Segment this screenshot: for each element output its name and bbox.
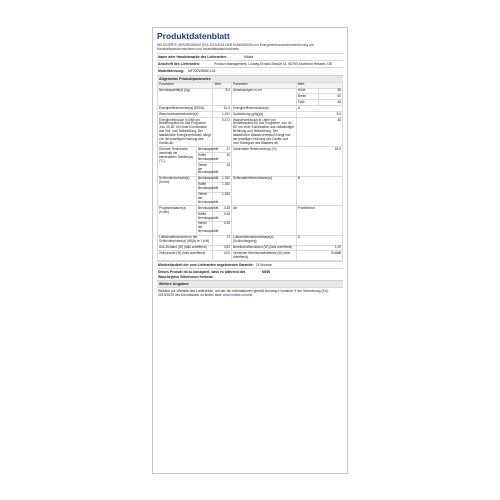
cell-value: Frontlebend xyxy=(296,206,342,235)
cell-value: 1 350 xyxy=(213,192,232,206)
cell-value: B xyxy=(296,176,342,205)
cell-dimensions-label: Abmessungen in cm xyxy=(231,88,296,106)
model-value: MF200W80B/-144 xyxy=(188,69,216,74)
cell-sub-label: Hälfte Nennkapazität xyxy=(197,211,219,220)
cell-value: 5,0 xyxy=(296,112,342,118)
cell-value: 1 350 xyxy=(213,182,232,192)
cell-sub-label: Nennkapazität xyxy=(197,205,219,210)
page-title: Produktdatenblatt xyxy=(157,31,230,41)
cell-label: Vernetzter Bereitschaftsbetrieb (W) (falls zutreffend) xyxy=(231,251,296,261)
cell-label: Zeitvorwahl (W) (falls zutreffend) xyxy=(158,251,213,261)
cell-value: 2:48 xyxy=(213,212,232,222)
table-row xyxy=(158,206,343,212)
cell-value: 1 350 xyxy=(213,176,232,182)
more-info-text xyxy=(157,287,343,298)
cell-value: 48 xyxy=(296,118,342,147)
supplier-address-row xyxy=(157,60,343,67)
cell-value: Entfällt xyxy=(296,251,342,261)
cell-capacity-value: 8,0 xyxy=(213,88,232,106)
cell-value: 72 xyxy=(213,235,232,245)
cell-dim-label: Tiefe xyxy=(296,100,318,106)
cell-dim-value: 85 xyxy=(318,88,342,94)
cell-value: A xyxy=(296,106,342,112)
cell-value: A xyxy=(296,235,342,245)
cell-label: Programmdauer(a) (h:min) xyxy=(158,206,197,235)
cell-capacity-label: Nennkapazität(a) (kg) xyxy=(158,88,213,106)
cell-dim-value: 60 xyxy=(318,94,342,100)
guarantee-row xyxy=(157,261,343,268)
silver-ions-label: Dieses Produkt ist so konzipiert, dass es während des Waschzyklus Silberionen freisetzt: xyxy=(158,270,246,279)
cell-sub-label: Nennkapazität xyxy=(197,176,219,181)
cell-dim-label: Höhe xyxy=(296,88,318,94)
general-params-heading: Allgemeine Produktparameter: xyxy=(157,75,343,82)
table-row xyxy=(158,176,343,182)
model-label: Modellkennung: xyxy=(158,69,184,74)
cell-label: Schleuderdrehzahl(a) (U/min) xyxy=(158,176,197,205)
cell-value: 4,00 xyxy=(213,251,232,261)
cell-sub-label: Viertel der Nennkapazität xyxy=(197,162,219,175)
cell-label: Luftschallemissionsklasse(a) (Schleudergang) xyxy=(231,235,296,245)
cell-sub-label: Hälfte Nennkapazität xyxy=(197,182,219,191)
cell-label: Höchste Temperatur innerhalb der behandelten Textilien(a) (°C) xyxy=(158,147,197,176)
cell-label: Spülwirkung (g/kg)(a) xyxy=(231,112,296,118)
cell-sub-label: Viertel der Nennkapazität xyxy=(197,192,219,204)
model-row xyxy=(157,67,343,74)
supplier-website-link[interactable]: www.midea.com/de xyxy=(223,293,253,298)
supplier-name-value: Midea xyxy=(244,55,254,59)
cell-label: Energieeffizienzklasse(a) xyxy=(231,106,296,112)
cell-value: 0,50 xyxy=(213,245,232,251)
guarantee-label: Mindestlaufzeit der vom Lieferanten angebotenen Garantie: xyxy=(158,263,254,268)
supplier-name-row xyxy=(157,53,343,60)
cell-value: 25 xyxy=(213,163,232,177)
product-datasheet xyxy=(152,27,348,474)
table-row xyxy=(158,147,343,153)
more-info-heading: Weitere Angaben: xyxy=(157,280,343,287)
cell-label: Bereitschaftszustand (W) (falls zutreffend) xyxy=(231,245,296,251)
header-parameter: Parameter xyxy=(158,82,213,88)
silver-ions-row xyxy=(157,268,343,279)
cell-dim-label: Breite xyxy=(296,94,318,100)
cell-value: 3:38 xyxy=(213,206,232,212)
cell-value: 53,9 xyxy=(296,147,342,176)
cell-label: Energieeffizienzindex(a) (EEIW) xyxy=(158,106,213,112)
cell-sub-label: Viertel der Nennkapazität xyxy=(197,221,219,234)
cell-value: 2:48 xyxy=(213,221,232,235)
cell-value: 51,9 xyxy=(213,106,232,112)
cell-label: Art xyxy=(231,206,296,235)
cell-value: 30 xyxy=(213,153,232,163)
supplier-name-label: Name oder Handelsmarke des Lieferanten: xyxy=(158,55,227,59)
silver-ions-value: NEIN xyxy=(262,270,271,275)
cell-label: Wasserverbrauch in Litern pro Betriebszyklus für das Programm „eco 40-60“ bei einer Kombination aus vollständiger Befüllung und Teilbefüllung. Der tatsächliche Wasserverbrauch hängt von der jeweiligen Nutzung des Geräts und vom Härtegrad des Wassers ab. xyxy=(231,118,296,147)
table-row xyxy=(158,251,343,261)
regulation-text: DELEGIERTE VERORDNUNG (EU) 2019/2014 DER KOMMISSION zur Energieverbrauchskennzeichnung von Haushaltswaschmaschinen und Haushaltswaschtrocknern xyxy=(157,43,315,51)
header-parameter-2: Parameter xyxy=(231,82,296,88)
parameters-table xyxy=(157,82,343,262)
header-value-2: Wert xyxy=(296,82,342,88)
table-row xyxy=(158,235,343,245)
cell-label: Schleudereffizienzklasse(a) xyxy=(231,176,296,205)
supplier-address-label: Anschrift des Lieferanten: xyxy=(158,62,201,67)
cell-value: 1,031 xyxy=(213,112,232,118)
cell-label: Luftschallemissionen in der Schleuderphase(a) (dB(A) re 1 pW) xyxy=(158,235,213,245)
supplier-address-value: Product Management, Ludwig-Erhard-Straße 14, 65760 Eschborn Hessen, DE xyxy=(214,62,332,67)
guarantee-value: 24 Monate xyxy=(255,263,272,268)
table-row xyxy=(158,118,343,147)
cell-value: 0,472 xyxy=(213,118,232,147)
cell-dim-value: 48 xyxy=(318,100,342,106)
cell-label: Energieverbrauch in kWh pro Betriebszyklus für das Programm „eco 40-60“ bei einer Kombination aus Voll- und Teilbefüllung. Der tatsächliche Energieverbrauch hängt von der jeweiligen Nutzung des Geräts ab. xyxy=(158,118,213,147)
cell-sub-label: Nennkapazität xyxy=(197,146,219,151)
cell-value: 37 xyxy=(213,147,232,153)
cell-label: Waschwirksamkeitsindex(a) xyxy=(158,112,213,118)
cell-label: Aus-Zustand (W) (falls zutreffend) xyxy=(158,245,213,251)
cell-sub-label: Hälfte Nennkapazität xyxy=(197,152,219,161)
more-info-description: Weblink zur Website des Lieferanten, auf der die Informationen gemäß Anhang II Nummer 9 der Verordnung (EU) 2019/2023 der Kommission zu finden sind: xyxy=(158,288,329,298)
header-value: Wert xyxy=(213,82,232,88)
cell-value: 1,00 xyxy=(296,245,342,251)
cell-label: Gewichtete Restfeuchte(a) (%) xyxy=(231,147,296,176)
